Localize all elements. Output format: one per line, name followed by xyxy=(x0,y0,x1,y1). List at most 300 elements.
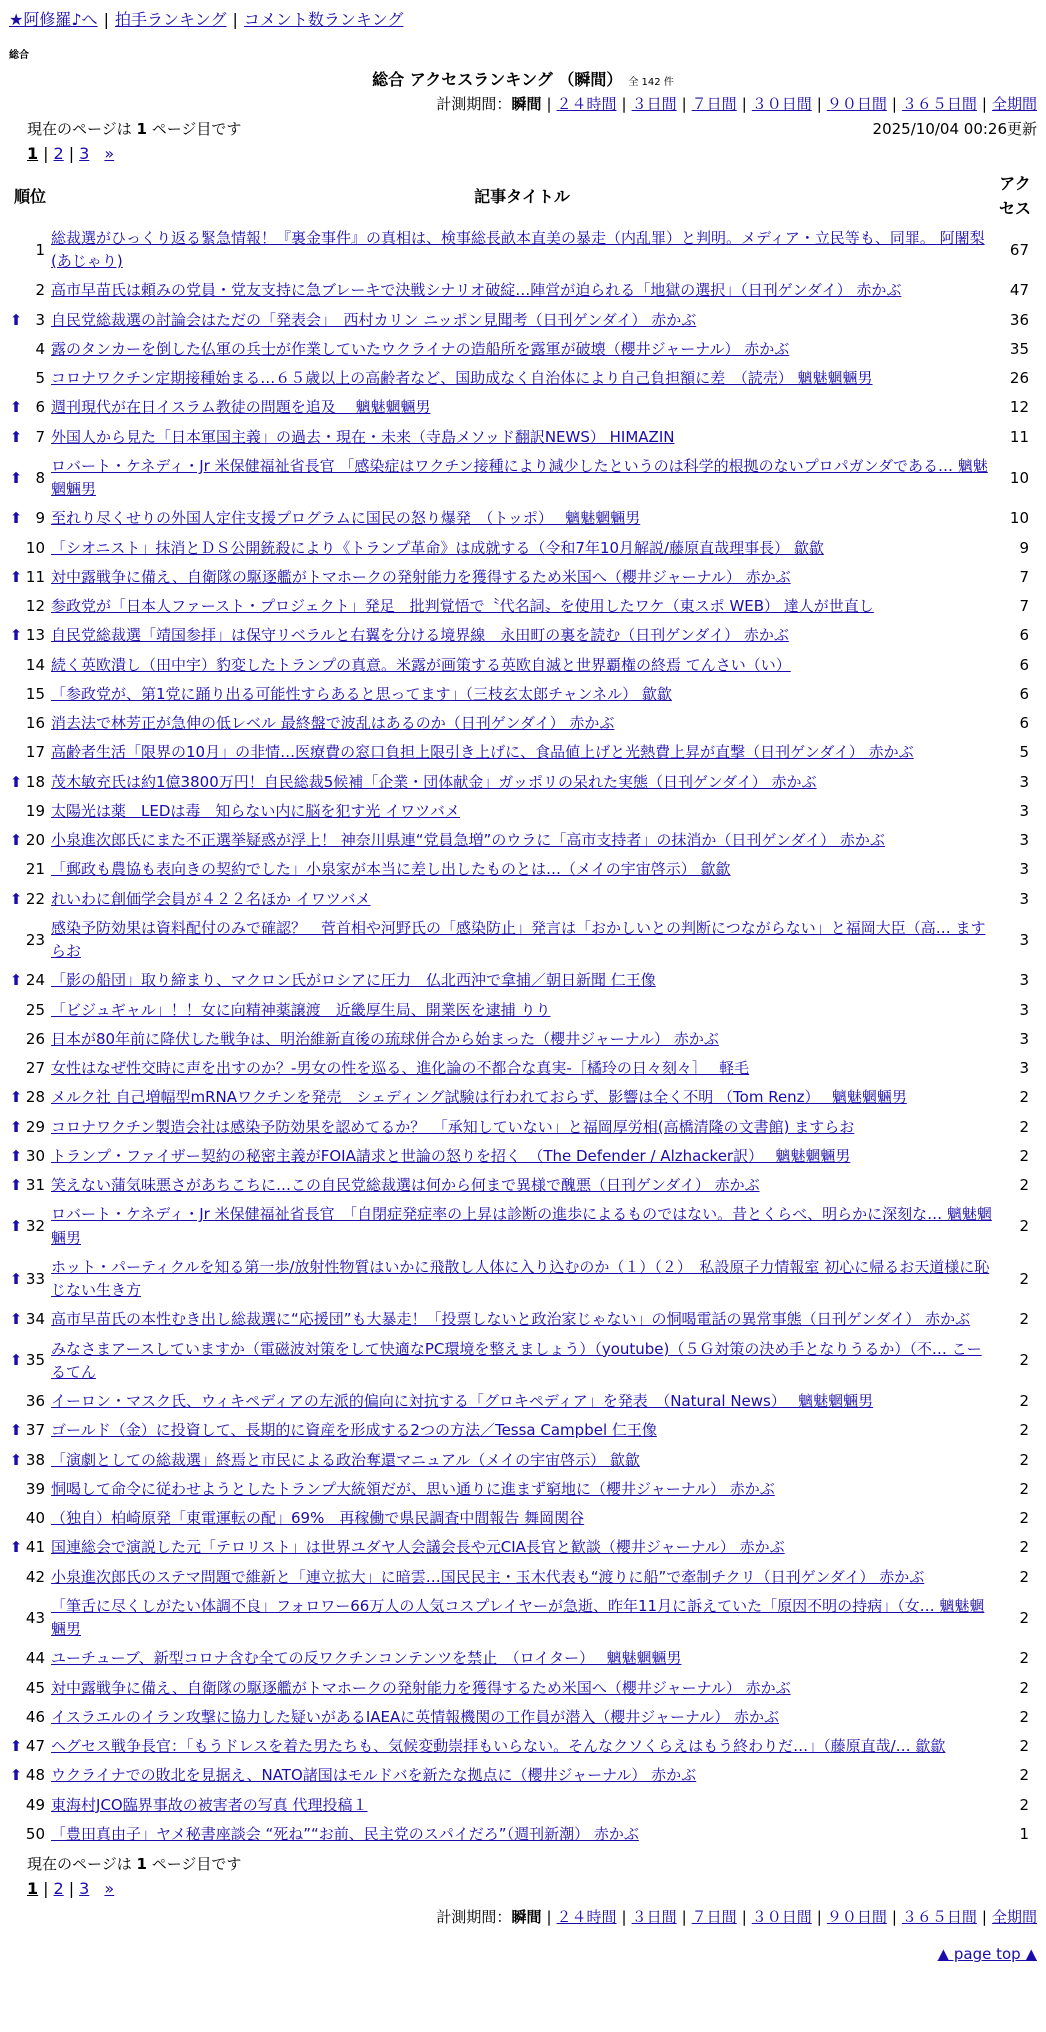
table-row xyxy=(9,966,1037,995)
table-row xyxy=(9,393,1037,422)
table-row xyxy=(9,592,1037,621)
rank-number: 47 xyxy=(25,1737,46,1756)
rank-number: 33 xyxy=(25,1269,46,1288)
access-count: 3 xyxy=(1019,772,1030,791)
article-link[interactable]: みなさまアースしていますか（電磁波対策をして快適なPC環境を整えましょう）（youtube)（５Ｇ対策の決め手となりうるか）（不… こーるてん xyxy=(51,1339,982,1381)
article-link[interactable]: ゴールド（金）に投資して、長期的に資産を形成する2つの方法／Tessa Campbel 仁王像 xyxy=(51,1421,657,1440)
ranking-title: 総合 アクセスランキング （瞬間） xyxy=(372,69,623,89)
separator: | xyxy=(43,1878,49,1898)
access-count: 2 xyxy=(1019,1117,1030,1136)
table-row xyxy=(9,1253,1037,1306)
access-count: 67 xyxy=(1009,240,1030,259)
up-arrow-icon: ⬆ xyxy=(9,1088,23,1107)
access-count: 2 xyxy=(1019,1678,1030,1697)
rank-number: 26 xyxy=(25,1029,46,1048)
up-arrow-icon: ⬆ xyxy=(9,1269,23,1288)
up-arrow-icon: ⬆ xyxy=(9,889,23,908)
table-row xyxy=(9,1446,1037,1475)
page-link-current[interactable]: 1 xyxy=(27,1878,39,1898)
access-count: 10 xyxy=(1009,509,1030,528)
article-link[interactable]: 感染予防効果は資料配付のみで確認？ 菅首相や河野氏の「感染防止」発言は「おかしいとの判断につながらない」と福岡大臣（高… ますらお xyxy=(51,918,986,961)
ranking-table xyxy=(9,170,1037,1849)
table-row xyxy=(9,1592,1037,1645)
rank-number: 20 xyxy=(25,831,46,850)
access-header: アクセス xyxy=(999,174,1032,219)
trend-cell xyxy=(9,1387,23,1416)
title-cell xyxy=(51,1703,993,1732)
access-count: 6 xyxy=(1019,626,1030,645)
access-count: 3 xyxy=(1019,831,1030,850)
page-link-current[interactable]: 1 xyxy=(27,143,39,163)
title-header: 記事タイトル xyxy=(474,186,570,206)
access-count: 10 xyxy=(1009,468,1030,487)
trend-cell xyxy=(9,768,23,797)
trend-cell xyxy=(9,1113,23,1142)
pagination-bottom xyxy=(27,1879,1037,1900)
table-row xyxy=(9,335,1037,364)
article-link[interactable]: 国連総会で演説した元「テロリスト」は世界ユダヤ人会議会長や元CIA長官と歓談（櫻井ジャーナル） 赤かぶ xyxy=(51,1538,785,1557)
rank-number: 27 xyxy=(25,1059,46,1078)
trend-cell xyxy=(9,276,23,305)
title-cell xyxy=(51,680,993,709)
current-page-text: 現在のページは 1 ページ目です xyxy=(27,120,242,139)
access-count: 2 xyxy=(1019,1538,1030,1557)
period-current: 瞬間 xyxy=(511,1907,542,1926)
title-cell xyxy=(51,1533,993,1562)
table-row xyxy=(9,276,1037,305)
article-link[interactable]: 「筆舌に尽くしがたい体調不良」フォロワー66万人の人気コスプレイヤーが急逝、昨年11月に訴えていた「原因不明の持病」（女… 魑魅魍魎男 xyxy=(51,1596,985,1639)
trend-cell xyxy=(9,504,23,533)
title-cell xyxy=(51,1200,993,1253)
rank-number: 32 xyxy=(25,1217,46,1236)
article-link[interactable]: 太陽光は薬 LEDは毒 知らない内に脳を犯す光 イワツバメ xyxy=(51,801,460,820)
title-cell xyxy=(51,1113,993,1142)
title-cell xyxy=(51,1142,993,1171)
article-link[interactable]: 恫喝して命令に従わせようとしたトランプ大統領だが、思い通りに進まず窮地に（櫻井ジャーナル） 赤かぶ xyxy=(51,1479,775,1498)
table-row xyxy=(9,855,1037,884)
table-row xyxy=(9,1533,1037,1562)
title-cell xyxy=(51,1592,993,1645)
up-arrow-icon: ⬆ xyxy=(9,1421,23,1440)
table-row xyxy=(9,826,1037,855)
article-link[interactable]: 高齢者生活「限界の10月」の非情…医療費の窓口負担上限引き上げに、食品値上げと光熱費上昇が直撃（日刊ゲンダイ） 赤かぶ xyxy=(51,743,914,762)
rank-number: 22 xyxy=(25,889,46,908)
home-link[interactable]: ★阿修羅♪へ xyxy=(9,10,98,29)
period-link[interactable]: 全期間 xyxy=(991,1907,1037,1926)
access-count: 2 xyxy=(1019,1217,1030,1236)
article-link[interactable]: 参政党が「日本人ファースト・プロジェクト」発足 批判覚悟で〝代名詞〟を使用したワケ（東スポ WEB） 達人が世直し xyxy=(51,597,874,616)
title-cell xyxy=(51,452,993,505)
access-count: 2 xyxy=(1019,1146,1030,1165)
rank-number: 12 xyxy=(25,597,46,616)
access-count: 2 xyxy=(1019,1707,1030,1726)
table-row xyxy=(9,1171,1037,1200)
rank-number: 21 xyxy=(25,860,46,879)
separator xyxy=(94,144,99,163)
period-label: 計測期間： xyxy=(436,94,512,113)
article-link[interactable]: 笑えない蒲気味悪さがあちこちに…この自民党総裁選は何から何まで異様で醜悪（日刊ゲンダイ） 赤かぶ xyxy=(51,1176,760,1195)
access-count: 12 xyxy=(1009,398,1030,417)
title-cell xyxy=(51,306,993,335)
rank-number: 36 xyxy=(25,1392,46,1411)
trend-cell xyxy=(9,1475,23,1504)
trend-cell xyxy=(9,563,23,592)
separator: | xyxy=(981,94,987,113)
up-arrow-icon: ⬆ xyxy=(9,1146,23,1165)
period-link[interactable]: ３日間 xyxy=(631,94,677,113)
rank-number: 40 xyxy=(25,1509,46,1528)
title-cell xyxy=(51,1732,993,1761)
table-row xyxy=(9,1674,1037,1703)
pagination xyxy=(27,144,1037,165)
trend-cell xyxy=(9,393,23,422)
article-link[interactable]: 至れり尽くせりの外国人定住支援プログラムに国民の怒り爆発 （トッポ） 魑魅魍魎男 xyxy=(51,509,641,528)
access-count: 7 xyxy=(1019,567,1030,586)
up-arrow-icon: ⬆ xyxy=(9,1176,23,1195)
article-link[interactable]: 外国人から見た「日本軍国主義」の過去・現在・未来（寺島メソッド翻訳NEWS） HIMAZIN xyxy=(51,427,675,446)
title-cell xyxy=(51,966,993,995)
period-link[interactable]: ３０日間 xyxy=(751,94,812,113)
title-cell xyxy=(51,224,993,277)
table-row xyxy=(9,306,1037,335)
article-link[interactable]: コロナワクチン定期接種始まる…６５歳以上の高齢者など、国助成なく自治体により自己負担額に差 （読売） 魑魅魍魎男 xyxy=(51,369,873,388)
period-link[interactable]: ２４時間 xyxy=(556,94,617,113)
trend-cell xyxy=(9,709,23,738)
total-count: 全 142 件 xyxy=(628,76,674,88)
separator: | xyxy=(546,94,552,113)
rank-number: 7 xyxy=(35,427,46,446)
trend-cell xyxy=(9,914,23,967)
article-link[interactable]: 東海村JCO臨界事故の被害者の写真 代理投稿１ xyxy=(51,1795,368,1814)
article-link[interactable]: 小泉進次郎氏にまた不正選挙疑惑が浮上！ 神奈川県連“党員急増”のウラに「高市支持者」の抹消か（日刊ゲンダイ） 赤かぶ xyxy=(51,831,885,850)
table-row xyxy=(9,996,1037,1025)
access-count: 47 xyxy=(1009,281,1030,300)
rank-number: 43 xyxy=(25,1608,46,1627)
table-row xyxy=(9,738,1037,767)
access-count: 2 xyxy=(1019,1088,1030,1107)
trend-cell xyxy=(9,335,23,364)
trend-cell xyxy=(9,1644,23,1673)
title-cell xyxy=(51,1504,993,1533)
trend-cell xyxy=(9,1253,23,1306)
trend-cell xyxy=(9,1446,23,1475)
access-count: 3 xyxy=(1019,860,1030,879)
article-link[interactable]: 自民党総裁選の討論会はただの「発表会」 西村カリン ニッポン見聞考（日刊ゲンダイ） 赤かぶ xyxy=(51,310,697,329)
rank-number: 45 xyxy=(25,1678,46,1697)
table-row xyxy=(9,1761,1037,1790)
title-cell xyxy=(51,1644,993,1673)
rank-number: 1 xyxy=(35,240,46,259)
separator: | xyxy=(891,1907,897,1926)
article-link[interactable]: 続く英欧潰し（田中宇）豹変したトランプの真意。米露が画策する英欧自滅と世界覇権の終焉 てんさい（い） xyxy=(51,655,791,674)
page-link[interactable]: 3 xyxy=(79,1878,90,1898)
trend-cell xyxy=(9,651,23,680)
article-link[interactable]: ロバート・ケネディ・Jr 米保健福祉省長官 「感染症はワクチン接種により減少したというのは科学的根拠のないプロパガンダである… 魑魅魍魎男 xyxy=(51,456,988,499)
article-link[interactable]: 日本が80年前に降伏した戦争は、明治維新直後の琉球併合から始まった（櫻井ジャーナル） 赤かぶ xyxy=(51,1029,719,1048)
article-link[interactable]: コロナワクチン製造会社は感染予防効果を認めてるか？ 「承知していない」と福岡厚労相(高橋清隆の文書館) ますらお xyxy=(51,1117,855,1136)
page-link[interactable]: 3 xyxy=(79,143,90,163)
rank-number: 5 xyxy=(35,369,46,388)
access-count: 3 xyxy=(1019,801,1030,820)
period-link[interactable]: ３６５日間 xyxy=(901,94,977,113)
article-link[interactable]: 小泉進次郎氏のステマ問題で維新と「連立拡大」に暗雲…国民民主・玉木代表も“渡りに船”で牽制チクリ（日刊ゲンダイ） 赤かぶ xyxy=(51,1567,925,1586)
page-top-link[interactable]: ▲ page top ▲ xyxy=(937,1945,1037,1964)
period-link[interactable]: ７日間 xyxy=(691,1907,737,1926)
period-current: 瞬間 xyxy=(511,94,542,113)
rank-number: 39 xyxy=(25,1479,46,1498)
title-cell xyxy=(51,1761,993,1790)
article-link[interactable]: 露のタンカーを倒した仏軍の兵士が作業していたウクライナの造船所を露軍が破壊（櫻井ジャーナル） 赤かぶ xyxy=(51,339,790,358)
article-link[interactable]: 女性はなぜ性交時に声を出すのか？-男女の性を巡る、進化論の不都合な真実-［橘玲の日々刻々］ 軽毛 xyxy=(51,1059,750,1078)
up-arrow-icon: ⬆ xyxy=(9,468,23,487)
page-link[interactable]: 2 xyxy=(53,143,64,163)
table-header xyxy=(9,170,1037,224)
up-arrow-icon: ⬆ xyxy=(9,567,23,586)
article-link[interactable]: トランプ・ファイザー契約の秘密主義がFOIA請求と世論の怒りを招く （The Defender / Alzhacker訳） 魑魅魍魎男 xyxy=(51,1146,851,1165)
period-link[interactable]: ３日間 xyxy=(631,1907,677,1926)
access-count: 6 xyxy=(1019,684,1030,703)
rank-number: 31 xyxy=(25,1176,46,1195)
trend-cell xyxy=(9,1732,23,1761)
rank-number: 14 xyxy=(25,655,46,674)
article-link[interactable]: ロバート・ケネディ・Jr 米保健福祉省長官 「自閉症発症率の上昇は診断の進歩によるものではない。昔とくらべ、明らかに深刻な… 魑魅魍魎男 xyxy=(51,1205,992,1247)
article-link[interactable]: 総裁選がひっくり返る緊急情報！『裏金事件』の真相は、検事総長畝本直美の暴走（内乱罪）と判明。メディア・立民等も、同罪。 阿闍梨(あじゃり) xyxy=(51,228,985,271)
table-row xyxy=(9,885,1037,914)
separator: | xyxy=(741,1907,747,1926)
rank-number: 35 xyxy=(25,1351,46,1370)
table-row xyxy=(9,1732,1037,1761)
article-link[interactable]: 「影の船団」取り締まり、マクロン氏がロシアに圧力 仏北西沖で拿捕／朝日新聞 仁王像 xyxy=(51,971,656,990)
title-cell xyxy=(51,563,993,592)
article-link[interactable]: 「豊田真由子」ヤメ秘書座談会 “死ね”“お前、民主党のスパイだろ”（週刊新潮） 赤かぶ xyxy=(51,1824,639,1843)
rank-number: 25 xyxy=(25,1000,46,1019)
period-link[interactable]: 全期間 xyxy=(991,94,1037,113)
up-arrow-icon: ⬆ xyxy=(9,1310,23,1329)
trend-cell xyxy=(9,680,23,709)
table-row xyxy=(9,504,1037,533)
article-link[interactable]: れいわに創価学会員が４２２名ほか イワツバメ xyxy=(51,889,371,908)
period-link[interactable]: ２４時間 xyxy=(556,1907,617,1926)
article-link[interactable]: 対中露戦争に備え、自衛隊の駆逐艦がトマホークの発射能力を獲得するため米国へ（櫻井ジャーナル） 赤かぶ xyxy=(51,567,791,586)
title-cell xyxy=(51,423,993,452)
rank-number: 8 xyxy=(35,468,46,487)
up-arrow-icon: ⬆ xyxy=(9,310,23,329)
table-row xyxy=(9,709,1037,738)
article-link[interactable]: イスラエルのイラン攻撃に協力した疑いがあるIAEAに英情報機関の工作員が潜入（櫻井ジャーナル） 赤かぶ xyxy=(51,1707,780,1726)
title-cell xyxy=(51,1054,993,1083)
table-row xyxy=(9,651,1037,680)
access-count: 6 xyxy=(1019,655,1030,674)
page-top xyxy=(9,1945,1037,1985)
article-link[interactable]: ホット・パーティクルを知る第一歩/放射性物質はいかに飛散し人体に入り込むのか（１）（２） 私設原子力情報室 初心に帰るお天道様に恥じない生き方 xyxy=(51,1257,990,1300)
title-cell xyxy=(51,1791,993,1820)
separator: | xyxy=(681,94,687,113)
trend-cell xyxy=(9,1025,23,1054)
table-row xyxy=(9,1387,1037,1416)
trend-cell xyxy=(9,966,23,995)
title-cell xyxy=(51,1475,993,1504)
access-count: 2 xyxy=(1019,1766,1030,1785)
article-link[interactable]: 対中露戦争に備え、自衛隊の駆逐艦がトマホークの発射能力を獲得するため米国へ（櫻井ジャーナル） 赤かぶ xyxy=(51,1678,791,1697)
article-link[interactable]: 高市早苗氏の本性むき出し総裁選に“応援団”も大暴走！「投票しないと政治家じゃない」の恫喝電話の異常事態（日刊ゲンダイ） 赤かぶ xyxy=(51,1310,971,1329)
separator: | xyxy=(681,1907,687,1926)
rank-number: 34 xyxy=(25,1310,46,1329)
trend-cell xyxy=(9,885,23,914)
trend-cell xyxy=(9,1083,23,1112)
access-count: 2 xyxy=(1019,1351,1030,1370)
trend-cell xyxy=(9,1504,23,1533)
separator: | xyxy=(981,1907,987,1926)
title-cell xyxy=(51,1305,993,1334)
table-row xyxy=(9,1416,1037,1445)
page-title xyxy=(9,70,1037,91)
article-link[interactable]: ユーチューブ、新型コロナ含む全ての反ワクチンコンテンツを禁止 （ロイター） 魑魅魍魎男 xyxy=(51,1649,682,1668)
title-cell xyxy=(51,855,993,884)
trend-cell xyxy=(9,1416,23,1445)
trend-cell xyxy=(9,1592,23,1645)
trend-cell xyxy=(9,1171,23,1200)
rank-number: 13 xyxy=(25,626,46,645)
title-cell xyxy=(51,709,993,738)
article-link[interactable]: メルク社 自己増幅型mRNAワクチンを発売 シェディング試験は行われておらず、影響は全く不明 （Tom Renz） 魑魅魍魎男 xyxy=(51,1088,907,1107)
article-link[interactable]: （独自）柏崎原発「東電運転の配」69% 再稼働で県民調査中間報告 舞岡関谷 xyxy=(51,1509,585,1528)
trend-cell xyxy=(9,996,23,1025)
clap-ranking-link[interactable]: 拍手ランキング xyxy=(114,10,227,29)
title-cell xyxy=(51,276,993,305)
trend-cell xyxy=(9,1142,23,1171)
table-row xyxy=(9,1475,1037,1504)
table-row xyxy=(9,621,1037,650)
table-row xyxy=(9,1025,1037,1054)
period-link[interactable]: ３０日間 xyxy=(751,1907,812,1926)
category-label: 総合 xyxy=(9,49,29,61)
article-link[interactable]: 自民党総裁選「靖国参拝」は保守リベラルと右翼を分ける境界線 永田町の裏を読む（日刊ゲンダイ） 赤かぶ xyxy=(51,626,789,645)
article-link[interactable]: 茂木敏充氏は約1億3800万円！自民総裁5候補「企業・団体献金」ガッポリの呆れた実態（日刊ゲンダイ） 赤かぶ xyxy=(51,772,817,791)
period-link[interactable]: ７日間 xyxy=(691,94,737,113)
period-selector-bottom xyxy=(9,1908,1037,1928)
period-link[interactable]: ３６５日間 xyxy=(901,1907,977,1926)
separator: | xyxy=(816,1907,822,1926)
rank-number: 42 xyxy=(25,1567,46,1586)
rank-number: 41 xyxy=(25,1538,46,1557)
rank-number: 49 xyxy=(25,1795,46,1814)
current-page-text: 現在のページは 1 ページ目です xyxy=(27,1855,242,1874)
rank-number: 46 xyxy=(25,1707,46,1726)
comment-ranking-link[interactable]: コメント数ランキング xyxy=(243,10,404,29)
up-arrow-icon: ⬆ xyxy=(9,831,23,850)
table-row xyxy=(9,452,1037,505)
trend-cell xyxy=(9,1703,23,1732)
rank-number: 3 xyxy=(35,310,46,329)
rank-number: 10 xyxy=(25,538,46,557)
page-info xyxy=(27,120,1037,140)
up-arrow-icon: ⬆ xyxy=(9,971,23,990)
rank-number: 19 xyxy=(25,801,46,820)
up-arrow-icon: ⬆ xyxy=(9,1538,23,1557)
trend-cell xyxy=(9,1791,23,1820)
up-arrow-icon: ⬆ xyxy=(9,1766,23,1785)
table-row xyxy=(9,1305,1037,1334)
article-link[interactable]: 「参政党が、第1党に踊り出る可能性すらあると思ってます」（三枝玄太郎チャンネル） 歙歙 xyxy=(51,684,672,703)
table-row xyxy=(9,797,1037,826)
updated-time: 2025/10/04 00:26更新 xyxy=(872,120,1037,139)
table-row xyxy=(9,1054,1037,1083)
article-link[interactable]: 消去法で林芳正が急伸の低レベル 最終盤で波乱はあるのか（日刊ゲンダイ） 赤かぶ xyxy=(51,714,615,733)
article-link[interactable]: 「シオニスト」抹消とＤＳ公開銃殺により《トランプ革命》は成就する（令和7年10月解説/藤原直哉理事長） 歙歙 xyxy=(51,538,824,557)
separator: | xyxy=(232,10,238,29)
access-count: 26 xyxy=(1009,369,1030,388)
separator: | xyxy=(103,10,109,29)
rank-number: 4 xyxy=(35,339,46,358)
rank-number: 48 xyxy=(25,1766,46,1785)
trend-cell xyxy=(9,364,23,393)
period-label: 計測期間： xyxy=(436,1907,512,1926)
table-row xyxy=(9,1504,1037,1533)
top-nav xyxy=(9,10,1037,31)
title-cell xyxy=(51,1171,993,1200)
next-page-link[interactable]: » xyxy=(104,1878,115,1898)
title-cell xyxy=(51,1387,993,1416)
trend-cell xyxy=(9,1820,23,1849)
access-count: 2 xyxy=(1019,1509,1030,1528)
rank-number: 6 xyxy=(35,398,46,417)
up-arrow-icon: ⬆ xyxy=(9,1217,23,1236)
period-link[interactable]: ９０日間 xyxy=(826,1907,887,1926)
title-cell xyxy=(51,534,993,563)
article-link[interactable]: 「演劇としての総裁選」終焉と市民による政治奪還マニュアル（メイの宇宙啓示） 歙歙 xyxy=(51,1450,640,1469)
table-row xyxy=(9,364,1037,393)
page-link[interactable]: 2 xyxy=(53,1878,64,1898)
article-link[interactable]: 「郵政も農協も表向きの契約でした」小泉家が本当に差し出したものとは…（メイの宇宙啓示） 歙歙 xyxy=(51,860,731,879)
access-count: 3 xyxy=(1019,1029,1030,1048)
separator: | xyxy=(816,94,822,113)
rank-number: 11 xyxy=(25,567,46,586)
table-row xyxy=(9,1791,1037,1820)
article-link[interactable]: ヘグセス戦争長官：「もうドレスを着た男たちも、気候変動崇拝もいらない。そんなクソくらえはもう終わりだ…」（藤原直哉/… 歙歙 xyxy=(51,1737,946,1756)
rank-number: 38 xyxy=(25,1450,46,1469)
trend-cell xyxy=(9,1563,23,1592)
access-count: 3 xyxy=(1019,1059,1030,1078)
table-row xyxy=(9,224,1037,277)
title-cell xyxy=(51,504,993,533)
next-page-link[interactable]: » xyxy=(104,143,115,163)
article-link[interactable]: イーロン・マスク氏、ウィキペディアの左派的偏向に対抗する「グロキペディア」を発表 （Natural News） 魑魅魍魎男 xyxy=(51,1392,874,1411)
article-link[interactable]: ウクライナでの敗北を見据え、NATO諸国はモルドバを新たな拠点に（櫻井ジャーナル） 赤かぶ xyxy=(51,1766,697,1785)
access-count: 3 xyxy=(1019,1000,1030,1019)
title-cell xyxy=(51,621,993,650)
trend-cell xyxy=(9,855,23,884)
access-count: 2 xyxy=(1019,1450,1030,1469)
title-cell xyxy=(51,1674,993,1703)
up-arrow-icon: ⬆ xyxy=(9,772,23,791)
article-link[interactable]: 「ビジュギャル」！！女に向精神薬譲渡 近畿厚生局、開業医を逮捕 りり xyxy=(51,1000,551,1019)
up-arrow-icon: ⬆ xyxy=(9,509,23,528)
period-link[interactable]: ９０日間 xyxy=(826,94,887,113)
access-count: 11 xyxy=(1009,427,1030,446)
article-link[interactable]: 週刊現代が在日イスラム教徒の問題を追及 魑魅魍魎男 xyxy=(51,398,431,417)
rank-number: 37 xyxy=(25,1421,46,1440)
rank-number: 30 xyxy=(25,1146,46,1165)
rank-number: 17 xyxy=(25,743,46,762)
article-link[interactable]: 高市早苗氏は頼みの党員・党友支持に急ブレーキで決戦シナリオ破綻…陣営が迫られる「地獄の選択」（日刊ゲンダイ） 赤かぶ xyxy=(51,281,902,300)
title-cell xyxy=(51,1253,993,1306)
rank-number: 28 xyxy=(25,1088,46,1107)
up-arrow-icon: ⬆ xyxy=(9,427,23,446)
trend-cell xyxy=(9,534,23,563)
access-count: 35 xyxy=(1009,339,1030,358)
table-row xyxy=(9,1703,1037,1732)
table-row xyxy=(9,563,1037,592)
